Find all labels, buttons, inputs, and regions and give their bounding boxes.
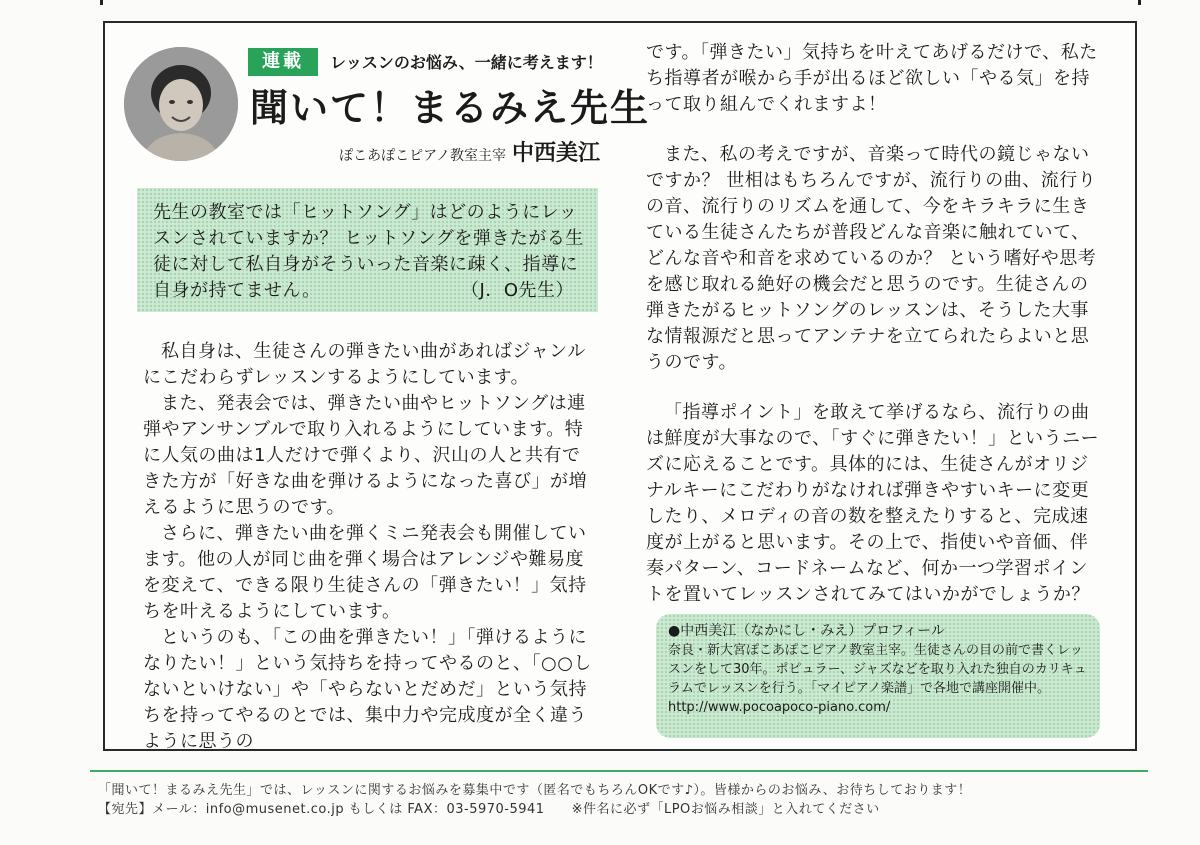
answer-paragraph: です。「弾きたい」気持ちを叶えてあげるだけで、私たち指導者が喉から手が出るほど欲しい「やる気」を持って取り組んでくれますよ！ <box>646 42 1098 115</box>
author-portrait-icon <box>124 47 238 161</box>
series-badge: 連載 <box>248 48 318 76</box>
question-text: 先生の教室では「ヒットソング」はどのようにレッスンされていますか？ ヒットソングを弾きたがる生徒に対して私自身がそういった音楽に疎く、指導に自身が持てません。 <box>153 202 584 301</box>
author-photo <box>124 47 238 161</box>
answer-paragraph: というのも、「この曲を弾きたい！」「弾けるようになりたい！」という気持ちを持ってやるのと、「○○しないといけない」や「やらないとだめだ」という気持ちを持ってやるのとでは、集中力や完成度が全く違うように思うの <box>143 627 592 752</box>
answer-paragraph: さらに、弾きたい曲を弾くミニ発表会も開催しています。他の人が同じ曲を弾く場合はアレンジや難易度を変えて、できる限り生徒さんの「弾きたい！」気持ちを叶えるようにしています。 <box>143 523 587 622</box>
answer-paragraph: また、発表会では、弾きたい曲やヒットソングは連弾やアンサンブルで取り入れるようにしています。特に人気の曲は1人だけで弾くより、沢山の人と共有できた方が「好きな曲を弾けるようになった喜び」が増えるように思うのです。 <box>143 393 587 518</box>
answer-paragraph: 私自身は、生徒さんの弾きたい曲があればジャンルにこだわらずレッスンするようにしています。 <box>143 341 586 388</box>
footer-contact: 【宛先】メール：info@musenet.co.jp もしくは FAX：03-5970-5941 ※件名に必ず「LPOお悩み相談」と入れてください <box>98 802 880 817</box>
author-role: ぽこあぽこピアノ教室主宰 <box>339 148 506 164</box>
author-profile-box <box>656 614 1100 738</box>
answer-paragraph: 「指導ポイント」を敢えて挙げるなら、流行りの曲は鮮度が大事なので、「すぐに弾きたい！」というニーズに応えることです。具体的には、生徒さんがオリジナルキーにこだわりがなければ弾きやすいキーに変更したり、メロディの音の数を整えたりすると、完成速度が上がると思います。その上で、指使いや音価、伴奏パターン、コードネームなど、何か一つ学習ポイントを置いてレッスンされてみてはいかがでしょうか？ <box>646 402 1100 605</box>
answer-column-right <box>646 40 1106 608</box>
page-title: 聞いて！まるみえ先生 <box>250 86 651 130</box>
answer-column-left <box>143 339 597 755</box>
top-border-right <box>1138 0 1141 5</box>
profile-title: ●中西美江（なかにし・みえ）プロフィール <box>668 623 945 639</box>
author-name: 中西美江 <box>511 141 600 166</box>
top-border-left <box>100 0 103 5</box>
reader-question-box <box>137 188 598 312</box>
footer-divider <box>90 770 1148 772</box>
series-subtitle: レッスンのお悩み、一緒に考えます！ <box>330 53 603 72</box>
profile-url[interactable]: http://www.pocoapoco-piano.com/ <box>668 700 891 715</box>
footer-notice: 「聞いて！まるみえ先生」では、レッスンに関するお悩みを募集中です（匿名でもちろんOKです♪）。皆様からのお悩み、お待ちしております！ <box>98 783 972 798</box>
answer-paragraph: また、私の考えですが、音楽って時代の鏡じゃないですか？ 世相はもちろんですが、流行りの曲、流行りの音、流行りのリズムを通して、今をキラキラに生きている生徒さんたちが普段どんな音楽に触れていて、どんな音や和音を求めているのか？ という嗜好や思考を感じ取れる絶好の機会だと思うのです。生徒さんの弾きたがるヒットソングのレッスンは、そうした大事な情報源だと思ってアンテナを立てられたらよいと思うのです。 <box>646 144 1097 373</box>
profile-body: 奈良・新大宮ぽこあぽこピアノ教室主宰。生徒さんの目の前で書くレッスンをして30年。ポピュラー、ジャズなどを取り入れた独自のカリキュラムでレッスンを行う。「マイピアノ楽譜」で各地で講座開催中。 <box>668 643 1087 696</box>
author-byline <box>339 136 600 167</box>
question-signature: （J．O先生） <box>461 280 574 301</box>
